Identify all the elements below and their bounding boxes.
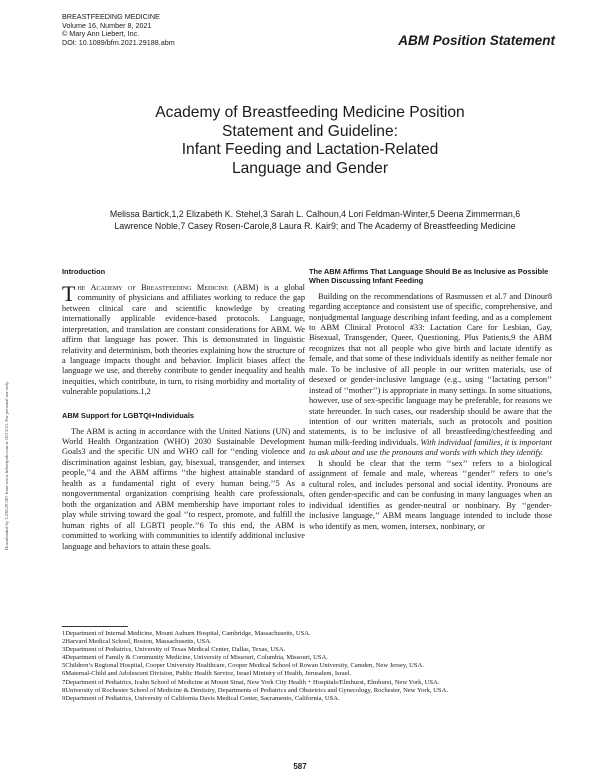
inclusive-language-heading: The ABM Affirms That Language Should Be as Inclusive as Possible When Discussing Infant Feeding	[309, 267, 549, 285]
footnote: 5Children’s Regional Hospital, Cooper University Healthcare, Cooper Medical School of Rowan University, Camden, New Jersey, USA.	[62, 662, 424, 670]
title-line: Infant Feeding and Lactation-Related	[181, 141, 439, 159]
intro-text: (ABM) is a global community of physicians and affiliates working to reduce the gap between clinical care and scientific knowledge by creating internationally applicable evidence-based protocols. Language, interpretation, and translation are constant considerations for ABM. We affirm that language has power. This is demonstrated in linguistic relativity and determinism, both theories explaining how the structure of a language impacts thought and behavior. Implicit biases affect the language we use, and thereby contribute to gender inequality and health inequities, which contribute, in turn, to rising morbidity and mortality of vulnerable populations.1,2	[62, 282, 305, 397]
position-statement-label: ABM Position Statement	[398, 33, 555, 48]
authors-line: Melissa Bartick,1,2 Elizabeth K. Stehel,3 Sarah L. Calhoun,4 Lori Feldman-Winter,5 Deena Zimmerman,6	[109, 209, 521, 219]
journal-info	[62, 13, 175, 47]
journal-volume: Volume 16, Number 8, 2021	[62, 20, 152, 30]
article-title	[60, 104, 560, 178]
footnote: 9Department of Pediatrics, University of California Davis Medical Center, Sacramento, California, USA.	[62, 694, 340, 702]
affiliation-footnotes	[62, 630, 552, 703]
footnote: 4Department of Family & Community Medicine, University of Missouri, Columbia, Missouri, USA.	[62, 654, 328, 662]
download-note	[4, 260, 16, 550]
paragraph-text: Building on the recommendations of Rasmussen et al.7 and Dinour8 regarding acceptance and consistent use of specific, comprehensive, and nonjudgmental language describing infant feeding, and as a complement to ABM Clinical Protocol #33: Lactation Care for Lesbian, Gay, Bisexual, Transgender, Queer, Questioning, Plus Patients,9 the ABM recognizes that not all people who give birth and lactate identify as female, and that some of these individuals identify as neither female nor male. To be inclusive of all people in our written materials, use of desexed or gender-inclusive language (e.g., using ‘‘lactating person’’ instead of ‘‘mother’’) is appropriate in many settings. In some situations, however, use of sex-specific language may be preferable, for reasons we state hereunder. In such cases, our readership should be aware that the intention of our written materials, such as protocols and position statements, is to be inclusive of all breastfeeding/chestfeeding and human milk-feeding individuals.	[309, 291, 552, 447]
lgbtqi-support-heading: ABM Support for LGBTQI+Individuals	[62, 410, 195, 420]
italic-guidance: With individual families, it is important to ask about and use the pronouns and words with which they identify.	[309, 437, 553, 458]
footnote: 1Department of Internal Medicine, Mount Auburn Hospital, Cambridge, Massachusetts, USA.	[62, 630, 311, 637]
journal-copyright: © Mary Ann Liebert, Inc.	[62, 29, 140, 39]
footnote: 8University of Rochester School of Medicine & Dentistry, Departments of Pediatrics and Obstetrics and Gynecology, Rochester, New York, USA.	[62, 686, 449, 694]
page-number: 587	[293, 762, 307, 771]
title-line: Academy of Breastfeeding Medicine Position	[155, 104, 465, 121]
title-line: Statement and Guideline:	[222, 122, 398, 140]
footnote: 2Harvard Medical School, Boston, Massachusetts, USA.	[62, 638, 212, 646]
authors-line: Lawrence Noble,7 Casey Rosen-Carole,8 Laura R. Kair9; and The Academy of Breastfeeding Medicine	[114, 221, 516, 232]
right-column	[309, 268, 552, 532]
introduction-heading: Introduction	[62, 267, 106, 276]
intro-smallcaps: he Academy of Breastfeeding Medicine	[77, 282, 229, 292]
footnote: 7Department of Pediatrics, Icahn School of Medicine at Mount Sinai, New York City Health + Hospitals/Elmhurst, Elmhurst, New York, USA.	[62, 678, 440, 686]
journal-name: BREASTFEEDING MEDICINE	[62, 12, 160, 21]
introduction-paragraph	[62, 280, 305, 398]
download-note-text: Downloaded by 3.238.29.207 from www.liebertpub.com at 10/13/21. For personal use only.	[4, 381, 9, 550]
title-line: Language and Gender	[231, 159, 389, 177]
left-column	[62, 268, 305, 552]
footnote: 6Maternal-Child and Adolescent Division, Public Health Service, Israel Ministry of Health, Jerusalem, Israel.	[62, 670, 352, 678]
footnote-divider	[62, 626, 128, 627]
author-list	[70, 208, 560, 232]
footnote: 3Department of Pediatrics, University of Texas Medical Center, Dallas, Texas, USA.	[62, 646, 286, 654]
drop-cap: T	[62, 280, 76, 306]
sex-gender-paragraph: It should be clear that the term ‘‘sex’’ refers to a biological assignment of female and male, whereas ‘‘gender’’ refers to one’s cultural roles, and includes personal and social identity. Pronouns are often gender-specific and can be confusing in many languages when an individual identifies as gender-neutral or nonbinary. By ‘‘gender-inclusive language,’’ ABM means language intended to include those who identify as men, women, intersex, nonbinary, or	[309, 458, 552, 531]
inclusive-language-paragraph	[309, 292, 552, 459]
journal-doi: DOI: 10.1089/bfm.2021.29188.abm	[62, 37, 175, 47]
lgbtqi-support-paragraph: The ABM is acting in accordance with the United Nations (UN) and World Health Organization (WHO) 2030 Sustainable Development Goals3 and the specific UN and WHO call for ‘‘ending violence and discrimination against lesbian, gay, bisexual, transgender, and intersex people,’’4 and the ABM affirms ‘‘the highest attainable standard of health as a fundamental right of every human being.’’5 As a nongovernmental organization comprising health care professionals, both the organization and ABM membership have important roles to play while striving toward the goal ‘‘to respect, promote, and fulfill the human rights of all LGBTI people.’’6 To this end, the ABM is committed to working with communities to identify additional inclusive language and behaviors to attain these goals.	[62, 426, 305, 551]
